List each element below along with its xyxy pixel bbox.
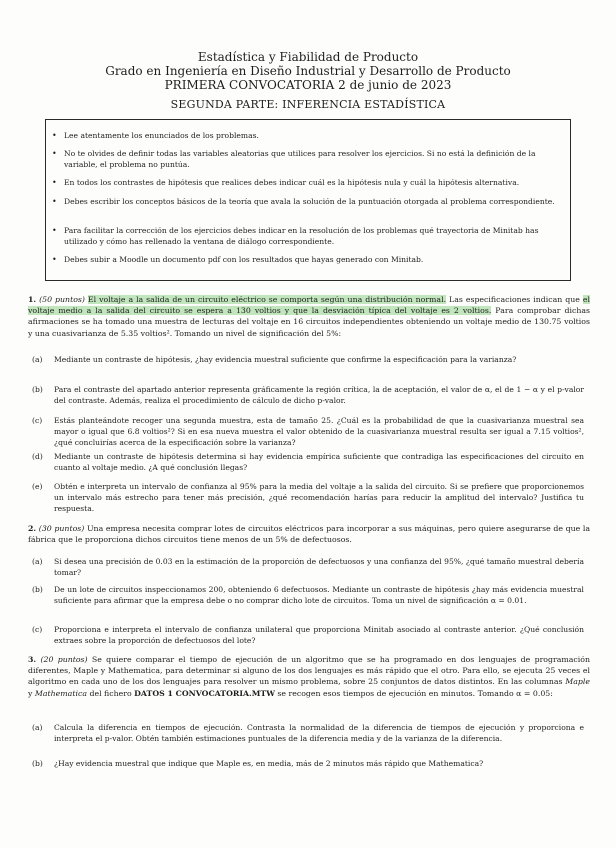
instructions-box xyxy=(45,119,571,281)
subquestion: (d) Mediante un contraste de hipótesis determina si hay evidencia empírica suficiente que contradiga las especificaciones del circuito en cuanto al voltaje medio. ¿A qué conclusión llegas? xyxy=(32,452,584,472)
question-3: 3. (20 puntos) Se quiere comparar el tiempo de ejecución de un algoritmo que se ha programado en dos lenguajes de programación diferentes, Maple y Mathematica, para determinar si alguno de los dos lenguajes es más rápido que el otro. Para ello, se ejecuta 25 veces el algoritmo en cada uno de los dos lenguajes para resolver un mismo problema, sobre 25 conjuntos de datos distintos. En las columnas Maple y Mathematica del fichero DATOS 1 CONVOCATORIA.MTW se recogen esos tiempos de ejecución en minutos. Tomando α = 0.05: xyxy=(28,655,590,698)
instruction-item: • Para facilitar la corrección de los ejercicios debes indicar en la resolución de los problemas qué trayectoria de Minitab has utilizado y cómo has rellenado la ventana de diálogo correspondiente. xyxy=(52,226,539,246)
subquestion: (b) ¿Hay evidencia muestral que indique que Maple es, en media, más de 2 minutos más rápido que Mathematica? xyxy=(32,759,484,768)
bullet-icon: • xyxy=(52,197,57,206)
subquestion: (a) Si desea una precisión de 0.03 en la estimación de la proporción de defectuosos y una confianza del 95%, ¿qué tamaño muestral debería tomar? xyxy=(32,557,584,577)
subquestion: (b) De un lote de circuitos inspeccionamos 200, obteniendo 6 defectuosos. Mediante un contraste de hipótesis ¿hay más evidencia muestral suficiente para afirmar que la empresa debe o no comprar dicho lote de circuitos. Toma un nivel de significación α = 0.01. xyxy=(32,585,584,605)
subquestion: (a) Calcula la diferencia en tiempos de ejecución. Contrasta la normalidad de la diferencia de tiempos de ejecución y proporciona e interpreta el p-valor. Obtén también estimaciones puntuales de la diferencia media y de la varianza de la diferencia. xyxy=(32,723,584,743)
question-1: 1. (50 puntos) El voltaje a la salida de un circuito eléctrico se comporta según una distribución normal. Las especificaciones indican que el voltaje medio a la salida del circuito se espera a 130 voltios y que la desviación típica del voltaje es 2 voltios. Para comprobar dichas afirmaciones se ha tomado una muestra de lecturas del voltaje en 16 circuitos independientes obteniendo un voltaje medio de 130.75 voltios y una cuasivarianza de 5.35 voltios². Tomando un nivel de significación del 5%: xyxy=(28,295,590,338)
instruction-item: • Lee atentamente los enunciados de los problemas. xyxy=(52,131,259,140)
section-title: SEGUNDA PARTE: INFERENCIA ESTADÍSTICA xyxy=(170,98,446,111)
instruction-item: • Debes escribir los conceptos básicos de la teoría que avala la solución de la puntuación otorgada al problema correspondiente. xyxy=(52,197,555,206)
bullet-icon: • xyxy=(52,255,57,264)
bullet-icon: • xyxy=(52,131,57,140)
question-number: 2. xyxy=(28,524,37,533)
file-name: DATOS 1 CONVOCATORIA.MTW xyxy=(134,688,275,698)
subquestion: (c) Estás planteándote recoger una segunda muestra, esta de tamaño 25. ¿Cuál es la probabilidad de que la cuasivarianza muestral sea mayor o igual que 6.8 voltios²? Si en esa nueva muestra el valor obtenido de la cuasivarianza muestral resulta ser igual a 7.15 voltios², ¿qué concluirías acerca de la especificación sobre la varianza? xyxy=(32,416,584,447)
subquestion: (b) Para el contraste del apartado anterior representa gráficamente la región crítica, la de aceptación, el valor de α, el de 1 − α y el p-valor del contraste. Además, realiza el procedimiento de cálculo de dicho p-valor. xyxy=(32,385,584,405)
question-points: (50 puntos) xyxy=(39,295,85,304)
degree-title: Grado en Ingeniería en Diseño Industrial y Desarrollo de Producto xyxy=(105,64,511,78)
bullet-icon: • xyxy=(52,149,57,158)
instruction-item: • Debes subir a Moodle un documento pdf con los resultados que hayas generado con Minitab. xyxy=(52,255,424,264)
bullet-icon: • xyxy=(52,226,57,235)
subquestion: (c) Proporciona e interpreta el intervalo de confianza unilateral que proporciona Minitab asociado al contraste anterior. ¿Qué conclusión extraes sobre la proporción de defectuosos del lote? xyxy=(32,625,584,645)
subquestion: (a) Mediante un contraste de hipótesis, ¿hay evidencia muestral suficiente que confirme la especificación para la varianza? xyxy=(32,355,517,364)
highlighted-text: El voltaje a la salida de un circuito eléctrico se comporta según una distribución normal. xyxy=(87,295,447,304)
course-title: Estadística y Fiabilidad de Producto xyxy=(197,50,419,64)
question-points: (20 puntos) xyxy=(40,655,88,664)
highlighted-text: el voltaje medio a la salida del circuito se espera a 130 voltios y que la desviación típica del voltaje es 2 voltios. xyxy=(28,295,590,316)
bullet-icon: • xyxy=(52,178,57,187)
question-2: 2. (30 puntos) Una empresa necesita comprar lotes de circuitos eléctricos para incorporar a sus máquinas, pero quiere asegurarse de que la fábrica que le proporciona dichos circuitos tiene menos de un 5% de defectuosos. xyxy=(28,524,590,545)
subquestion: (e) Obtén e interpreta un intervalo de confianza al 95% para la media del voltaje a la salida del circuito. Si se prefiere que proporcionemos un intervalo más estrecho para tener más precisión, ¿qué recomendación harías para reducir la amplitud del intervalo? Justifica tu respuesta. xyxy=(32,482,584,513)
instruction-item: • En todos los contrastes de hipótesis que realices debes indicar cuál es la hipótesis nula y cuál la hipótesis alternativa. xyxy=(52,178,520,187)
exam-date: PRIMERA CONVOCATORIA 2 de junio de 2023 xyxy=(164,78,452,92)
instruction-item: • No te olvides de definir todas las variables aleatorias que utilices para resolver los ejercicios. Si no está la definición de la variable, el problema no puntúa. xyxy=(52,149,536,169)
question-points: (30 puntos) xyxy=(38,524,85,533)
question-number: 1. xyxy=(28,295,37,304)
question-number: 3. xyxy=(28,655,37,664)
